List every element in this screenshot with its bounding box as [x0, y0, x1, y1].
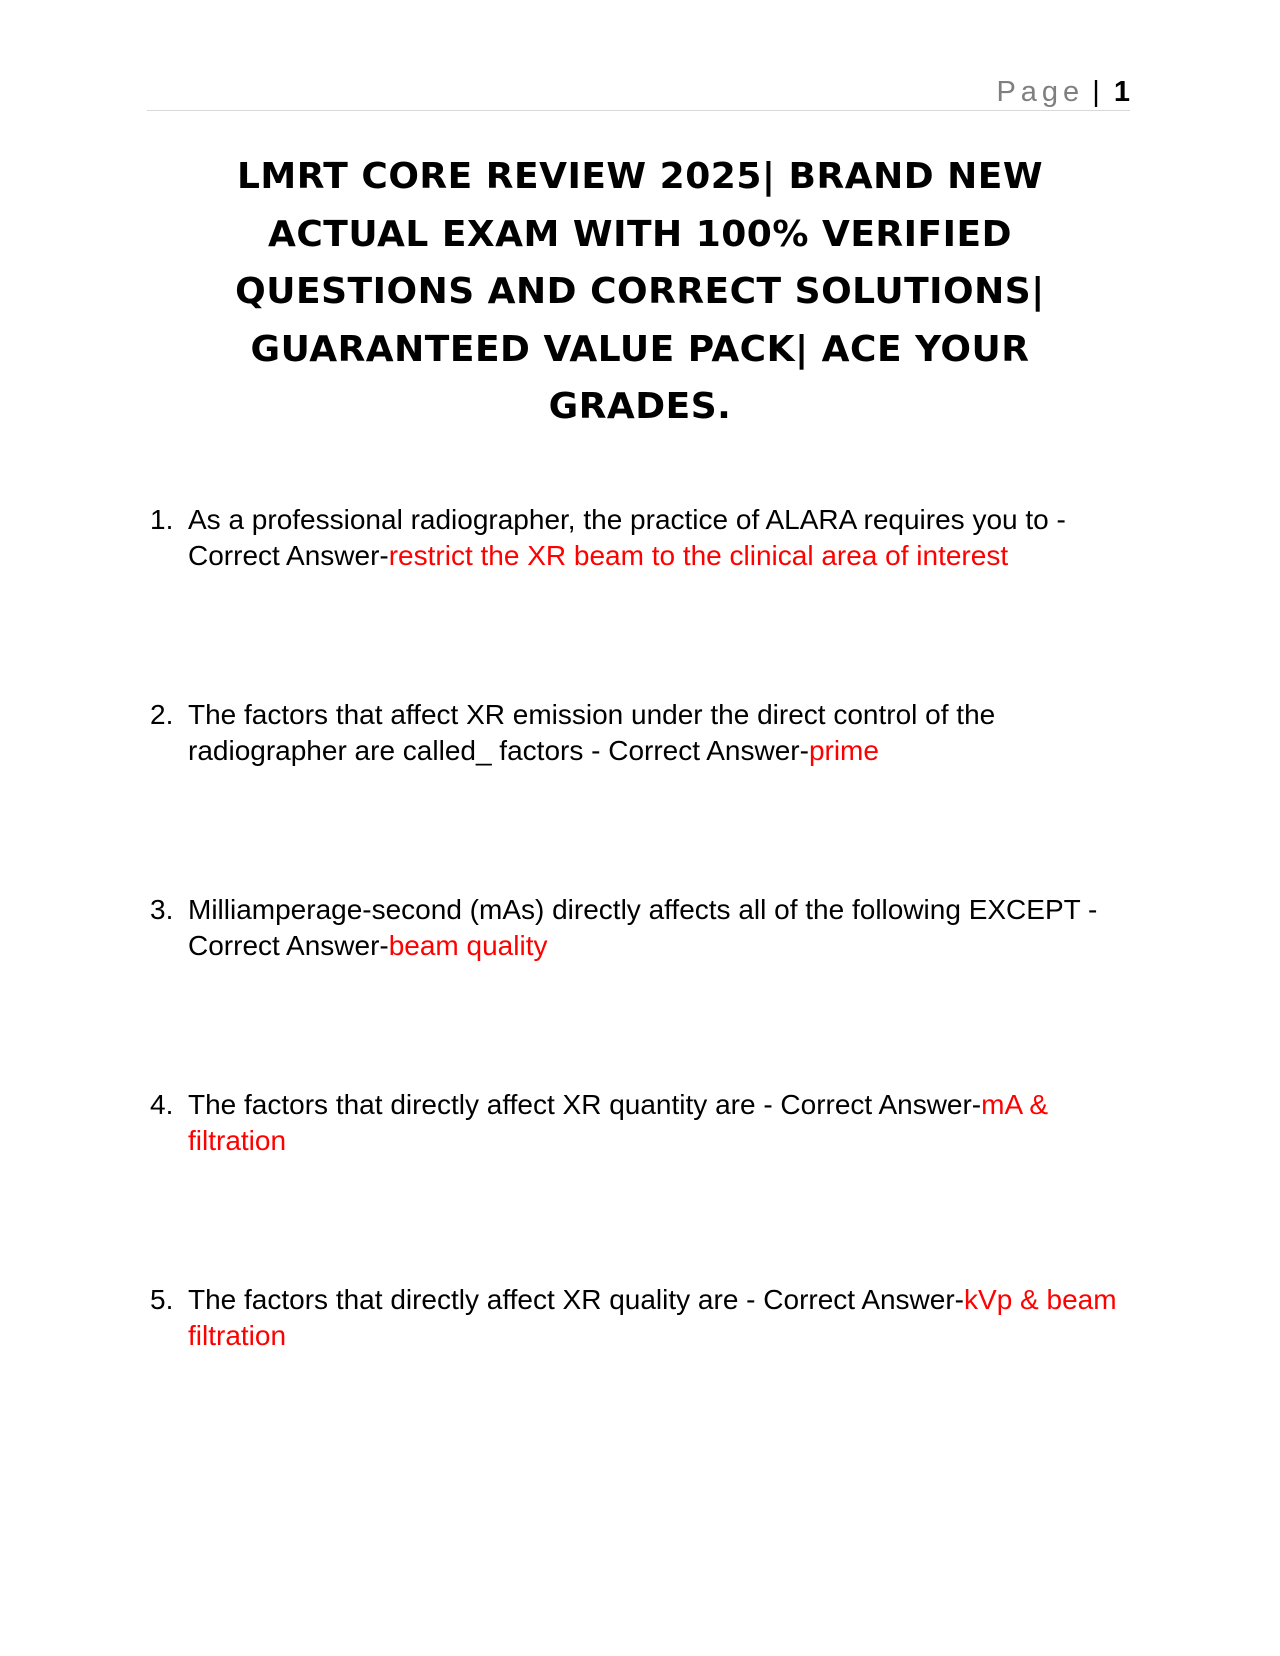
page-word: Page — [996, 76, 1085, 108]
question-prompt: The factors that affect XR emission under the direct control of the radiographer are called_ factors - Correct Answer- — [188, 699, 996, 766]
question-prompt: As a professional radiographer, the practice of ALARA requires you to - Correct Answer- — [188, 504, 1066, 571]
question-number: 5. — [150, 1284, 174, 1315]
correct-answer: kVp & beam filtration — [188, 1284, 1117, 1351]
question-text — [188, 1282, 1137, 1354]
correct-answer: mA & filtration — [188, 1089, 1049, 1156]
question-item — [147, 502, 1137, 574]
question-item — [147, 697, 1137, 769]
correct-answer: restrict the XR beam to the clinical area of interest — [388, 540, 1009, 571]
question-number: 3. — [150, 894, 174, 925]
page-number-label — [996, 75, 1130, 109]
question-text — [188, 1087, 1137, 1159]
question-item — [147, 892, 1137, 964]
question-prompt: The factors that directly affect XR quantity are - Correct Answer- — [188, 1089, 982, 1120]
page-header — [147, 72, 1130, 111]
page-number: 1 — [1113, 76, 1130, 108]
question-item — [147, 1282, 1137, 1354]
question-number: 1. — [150, 504, 174, 535]
correct-answer: prime — [808, 735, 879, 766]
question-text — [188, 502, 1137, 574]
question-number: 2. — [150, 699, 174, 730]
question-text — [188, 697, 1137, 769]
question-item — [147, 1087, 1137, 1159]
document-title: LMRT CORE REVIEW 2025| BRAND NEW ACTUAL EXAM WITH 100% VERIFIED QUESTIONS AND CORRECT SOLUTIONS| GUARANTEED VALUE PACK| ACE YOUR GRADES. — [235, 156, 1045, 427]
page-separator: | — [1092, 76, 1100, 108]
correct-answer: beam quality — [388, 930, 548, 961]
question-number: 4. — [150, 1089, 174, 1120]
question-text — [188, 892, 1137, 964]
question-prompt: Milliamperage-second (mAs) directly affects all of the following EXCEPT - Correct Answer- — [188, 894, 1098, 961]
question-prompt: The factors that directly affect XR quality are - Correct Answer- — [188, 1284, 965, 1315]
